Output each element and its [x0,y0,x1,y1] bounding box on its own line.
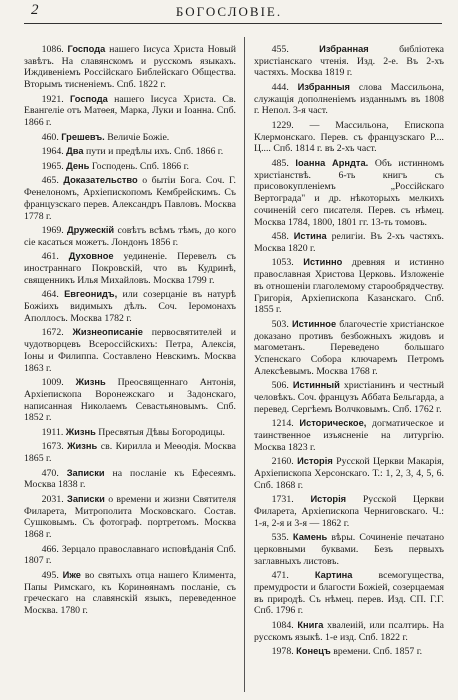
entry-text: Пресвятыя Дѣвы Богородицы. [98,426,225,438]
catalog-entry [24,161,236,173]
entry-number: 466. [41,543,59,555]
catalog-entry [254,44,444,79]
entry-heading: Записки [66,467,105,478]
entry-heading: Избранная [319,44,369,54]
entry-heading: Записки [67,494,105,505]
entry-number: 444. [271,82,289,93]
catalog-entry [254,646,444,658]
entry-number: 458. [271,231,289,243]
catalog-entry [254,120,444,155]
entry-number: 1009. [41,377,64,389]
entry-number: 1978. [271,646,294,658]
entry-heading: Жизнь [65,426,96,437]
column-divider [244,37,245,692]
entry-number: 471. [271,570,289,582]
entry-text: Зерцало православнаго исповѣданія Спб. 1807 г. [24,543,236,567]
entry-number: 1969. [41,225,64,237]
entry-number: 1673. [41,441,64,453]
entry-heading: Историческое, [299,418,367,429]
entry-text: нашего Іисуса Христа Новый завѣтъ. На славянскомъ и русскомъ языкахъ. Иждивеніемъ Россійскаго Библейскаго Общества. Вторымъ тисненіемъ. Спб. 1822 г. [24,44,236,91]
catalog-entry [24,289,236,324]
entry-heading: Конецъ [296,646,331,657]
catalog-entry [24,44,236,91]
right-column [254,44,444,661]
entry-number: 461. [41,251,59,263]
entry-number: 1964. [41,146,64,158]
catalog-entry [24,132,236,144]
catalog-entry [24,251,236,286]
entry-text: Русской Церкви Макарія, Архіепископа Херсонскаго. Т.: 1, 2, 3, 4, 5, 6. Спб. 1868 г. [254,456,444,491]
entry-number: 1229. [271,120,294,131]
header-rule [24,23,442,24]
catalog-entry [254,532,444,567]
catalog-entry [24,327,236,374]
entry-number: 506. [271,380,289,392]
entry-heading: Истинное [291,318,337,329]
catalog-entry [254,82,444,117]
entry-number: 1084. [271,619,294,631]
entry-heading: Грешевъ. [61,131,105,142]
catalog-entry [254,620,444,643]
entry-heading: Исторія [297,456,333,467]
catalog-entry [254,319,444,378]
entry-heading: Исторія [310,494,347,505]
entry-text: или созерцаніе въ натурѣ Божіихъ видимыхъ дѣлъ. Соч. Іеромонахъ Аполлосъ. Москва 1782 г. [24,289,236,324]
entry-number: 1086. [41,44,64,55]
entry-heading: День [66,160,90,171]
entry-text: о бытіи Бога. Соч. Г. Фенелономъ, Архіепископомъ Кембрейскимъ. Съ французскаго перев. Александръ Павловъ. Москва 1778 г. [24,175,237,222]
entry-text: Величіе Божіе. [107,131,170,143]
entry-text: библіотека христіанскаго чтенія. Изд. 2-е. Въ 2-хъ частяхъ. Москва 1819 г. [254,44,444,79]
entry-heading: Доказательство [63,175,138,186]
entry-text: догматическое и таинственное изъясненіе на литургію. Москва 1823 г. [254,418,445,453]
catalog-entry [254,456,444,491]
entry-number: 1053. [271,257,294,269]
entry-text: христіанинъ и честный человѣкъ. Соч. французъ Аббата Бельгарда, а перевед. Сергѣемъ Волчковымъ. Спб. 1762 г. [254,380,444,415]
entry-text: первосвятителей и чудотворцевъ Всероссійскихъ: Петра, Алексія, Іоны и Филиппа. Составлено Невскимъ. Москва 1863 г. [24,327,237,374]
entry-heading: Истина [293,231,327,242]
catalog-entry [24,570,236,617]
catalog-entry [24,441,236,464]
catalog-entry [254,418,444,453]
left-column [24,44,236,620]
entry-number: 1672. [41,327,64,339]
entry-text: всемогущества, премудрости и благости Божіей, созерцаемая въ природѣ. Съ нѣмец. перев. Изд. СП. Г.Г. Спб. 1796 г. [254,570,445,617]
catalog-entry [24,175,236,222]
entry-heading: Жизнеописаніе [72,327,143,338]
catalog-entry [254,158,444,228]
entry-text: о времени и жизни Святителя Филарета, Митрополита Московскаго. Состав. Сушковымъ. Съ фотограф. портретомъ. Москва 1868 г. [24,494,236,541]
entry-number: 503. [271,318,289,330]
catalog-entry [24,427,236,439]
entry-text: Преосвященнаго Антонія, Архіепископа Воронежскаго и Задонскаго, написанная Николаемъ Севастьяновымъ. Спб. 1852 г. [24,377,237,424]
catalog-entry [24,468,236,491]
entry-number: 485. [271,158,289,169]
entry-text: — Массильона, Епископа Клермонскаго. Перев. съ французскаго Р.... Ц.... Спб. 1814 г. въ 2-хъ част. [254,120,444,155]
page-number: 2 [31,2,39,18]
catalog-entry [24,225,236,248]
entry-heading: Господа [67,44,106,54]
catalog-entry [24,544,236,567]
entry-number: 1911. [41,426,64,438]
entry-text: слова Массильона, служащія дополненіемъ изданнымъ въ 1808 г. Непол. 3-я част. [254,82,444,117]
entry-number: 455. [271,44,289,55]
entry-heading: Господа [69,93,108,104]
catalog-entry [24,94,236,129]
entry-text: на посланіе къ Ефесеямъ. Москва 1838 г. [24,467,236,491]
entry-heading: Жизнь [67,441,98,452]
entry-heading: Книга [297,619,324,630]
entry-heading: Два [66,146,84,157]
entry-text: уединеніе. Перевелъ съ иностраннаго Покровскій, что въ Кудринѣ, священникъ Илья Михайловъ. Москва 1799 г. [24,251,236,286]
entry-heading: Иже [62,570,81,581]
entry-heading: Іоанна Арндта. [295,158,369,168]
entry-number: 1214. [271,418,294,430]
entry-text: древняя и истинно православная Христова Церковь. Изложеніе въ отношеніи глаголемому старообрядчеству. Григорія, Архіепископа Казанскаго. Спб. 1855 г. [254,257,444,316]
entry-heading: Жизнь [75,377,106,388]
entry-text: вѣры. Сочиненіе печатано церковными буквами. Безъ первыхъ заглавныхъ листовъ. [254,532,444,567]
entry-heading: Евгеонидъ, [64,289,118,300]
entry-text: благочестіе христіанское доказано противъ безбожныхъ жидовъ и магометанъ. Переведено большаго Успенскаго Собора ключаремъ Петромъ Алексѣевымъ. Москва 1768 г. [254,318,445,377]
entry-text: Господень. Спб. 1866 г. [91,160,189,172]
entry-text: Объ истинномъ христіанствѣ. 6-ть книгъ съ присовокупленіемъ „Россійскаго Вертограда" и др. нѣкоторыхъ мелкихъ сочиненій сего писателя. Перев. съ нѣмец. Москва 1784, 1800, 1801 гг. 13-ть томовъ. [254,158,444,228]
entry-heading: Истинный [292,380,340,391]
page-title: БОГОСЛОВІЕ. [175,4,283,19]
entry-number: 535. [271,532,289,544]
entry-text: совѣтъ всѣмъ тѣмъ, до кого сіе касаться можетъ. Лондонъ 1856 г. [24,225,236,248]
catalog-entry [254,257,444,316]
entry-number: 460. [41,131,59,143]
catalog-entry [254,570,444,617]
entry-text: во святыхъ отца нашего Климента, Папы Римскаго, къ Коринѳянамъ посланіе, съ греческаго на славянскій языкъ, переведенное Москва. 1780 г. [24,570,237,617]
entry-number: 1965. [41,160,64,172]
catalog-entry [24,146,236,158]
entry-text: св. Кирилла и Меѳодія. Москва 1865 г. [24,441,236,465]
entry-text: хвалеиій, или псалтирь. На русскомъ языкѣ. 1-е изд. Спб. 1822 г. [254,619,444,643]
entry-text: Русской Церкви Филарета, Архіепископа Черниговскаго. Ч.: 1-я, 2-я и 3-я — 1862 г. [254,494,445,529]
entry-number: 2031. [41,494,64,506]
entry-number: 1731. [271,494,294,506]
entry-heading: Духовное [68,251,114,262]
catalog-entry [24,494,236,541]
entry-heading: Истинно [303,257,343,268]
entry-number: 1921. [41,93,64,105]
entry-number: 495. [41,570,59,582]
catalog-entry [254,231,444,254]
entry-text: религіи. Въ 2-хъ частяхъ. Москва 1820 г. [254,231,445,254]
entry-text: нашего Іисуса Христа. Св. Евангеліе отъ Матѳея, Марка, Луки и Іоанна. Спб. 1866 г. [24,93,236,129]
entry-heading: Дружескій [67,225,115,236]
entry-number: 2160. [271,456,294,468]
catalog-entry [24,377,236,424]
entry-heading: Избранныя [297,82,350,92]
entry-text: времени. Спб. 1857 г. [333,646,423,658]
entry-number: 470. [41,467,59,479]
entry-heading: Камень [292,532,328,543]
entry-number: 465. [41,175,59,187]
entry-text: пути и предѣлы ихъ. Спб. 1866 г. [85,146,224,158]
entry-heading: Картина [314,570,353,581]
catalog-entry [254,380,444,415]
entry-number: 464. [41,289,59,301]
catalog-entry [254,494,444,529]
